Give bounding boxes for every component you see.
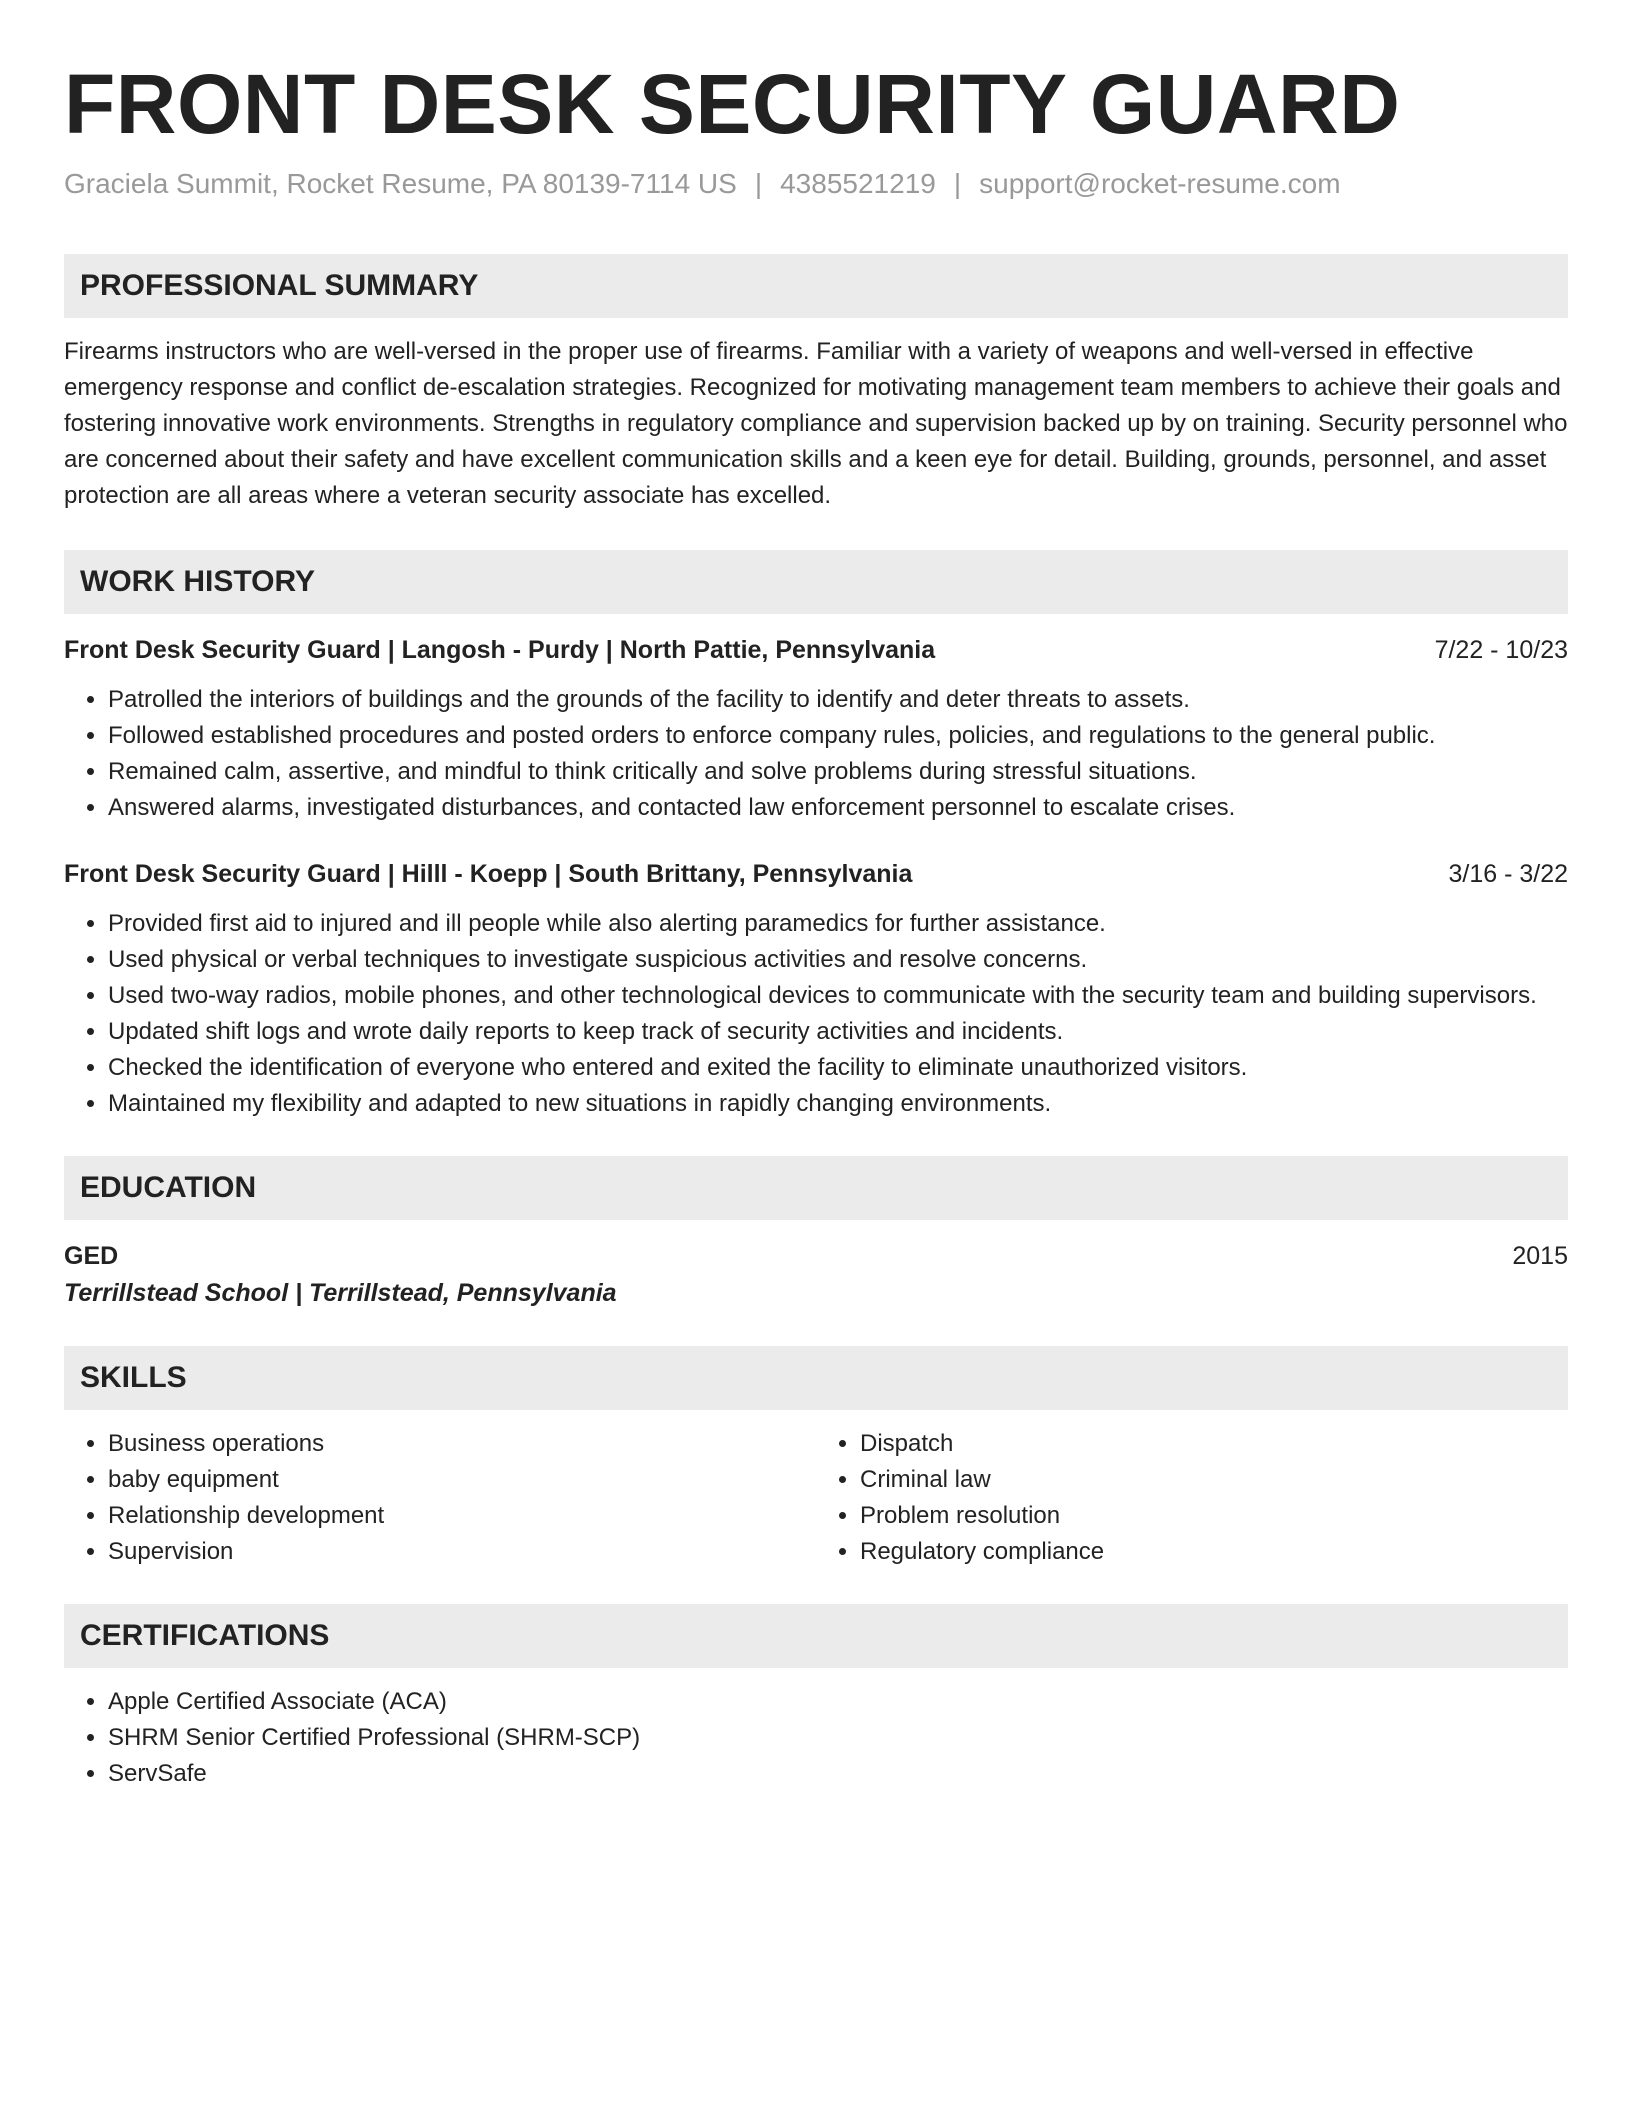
skill-item: • Criminal law (860, 1462, 1568, 1498)
skill-item: • Relationship development (108, 1498, 816, 1534)
contact-separator: | (754, 168, 763, 199)
skills-column-left (64, 1426, 816, 1570)
job-header (64, 632, 1568, 668)
work-history-heading: WORK HISTORY (64, 550, 1568, 614)
certifications-list (64, 1684, 1568, 1792)
skill-item: • Regulatory compliance (860, 1534, 1568, 1570)
resume-title: FRONT DESK SECURITY GUARD (64, 57, 1401, 151)
education-year: 2015 (1512, 1242, 1568, 1270)
contact-phone: 4385521219 (780, 168, 936, 199)
contact-address: Graciela Summit, Rocket Resume, PA 80139-7114 US (64, 168, 737, 199)
skill-item: • baby equipment (108, 1462, 816, 1498)
skills-list (64, 1426, 816, 1570)
skills-grid (64, 1426, 1568, 1570)
job-title: Front Desk Security Guard | Hilll - Koepp | South Brittany, Pennsylvania (64, 860, 913, 888)
education-entry (64, 1238, 1568, 1274)
skills-heading: SKILLS (64, 1346, 1568, 1410)
certification-item: • Apple Certified Associate (ACA) (108, 1684, 1568, 1720)
skills-list (816, 1426, 1568, 1570)
job-duty: • Used two-way radios, mobile phones, and other technological devices to communicate with the security team and building supervisors. (108, 978, 1568, 1014)
certifications-section (64, 1684, 1568, 1792)
skill-item: • Business operations (108, 1426, 816, 1462)
summary-heading: PROFESSIONAL SUMMARY (64, 254, 1568, 318)
certification-item: • SHRM Senior Certified Professional (SHRM-SCP) (108, 1720, 1568, 1756)
skill-item: • Supervision (108, 1534, 816, 1570)
job-duty: • Used physical or verbal techniques to investigate suspicious activities and resolve concerns. (108, 942, 1568, 978)
skills-column-right (816, 1426, 1568, 1570)
job-duty: • Checked the identification of everyone who entered and exited the facility to eliminate unauthorized visitors. (108, 1050, 1568, 1086)
job-duties-list (64, 682, 1568, 826)
summary-text: Firearms instructors who are well-versed in the proper use of firearms. Familiar with a variety of weapons and well-versed in effective emergency response and conflict de-escalation strategies. Recognized for motivating management team members to achieve their goals and fostering innovative work environments. Strengths in regulatory compliance and supervision backed up by on training. Security personnel who are concerned about their safety and have excellent communication skills and a keen eye for detail. Building, grounds, personnel, and asset protection are all areas where a veteran security associate has excelled. (64, 338, 1568, 509)
job-duty: • Patrolled the interiors of buildings and the grounds of the facility to identify and deter threats to assets. (108, 682, 1568, 718)
job-dates: 7/22 - 10/23 (1434, 636, 1568, 664)
skill-item: • Problem resolution (860, 1498, 1568, 1534)
job-title: Front Desk Security Guard | Langosh - Purdy | North Pattie, Pennsylvania (64, 636, 936, 664)
job-duties-list (64, 906, 1568, 1122)
contact-line (64, 166, 1568, 202)
contact-separator: | (953, 168, 962, 199)
job-duty: • Provided first aid to injured and ill people while also alerting paramedics for further assistance. (108, 906, 1568, 942)
job-dates: 3/16 - 3/22 (1448, 860, 1568, 888)
job-duty: • Updated shift logs and wrote daily reports to keep track of security activities and incidents. (108, 1014, 1568, 1050)
certifications-heading: CERTIFICATIONS (64, 1604, 1568, 1668)
education-degree: GED (64, 1242, 119, 1270)
education-heading: EDUCATION (64, 1156, 1568, 1220)
education-school: Terrillstead School | Terrillstead, Pennsylvania (64, 1279, 617, 1307)
job-header (64, 856, 1568, 892)
job-duty: • Maintained my flexibility and adapted to new situations in rapidly changing environments. (108, 1086, 1568, 1122)
job-entry (64, 856, 1568, 1122)
job-entry (64, 632, 1568, 826)
contact-email: support@rocket-resume.com (979, 168, 1341, 199)
job-duty: • Remained calm, assertive, and mindful to think critically and solve problems during stressful situations. (108, 754, 1568, 790)
job-duty: • Followed established procedures and posted orders to enforce company rules, policies, and regulations to the general public. (108, 718, 1568, 754)
job-duty: • Answered alarms, investigated disturbances, and contacted law enforcement personnel to escalate crises. (108, 790, 1568, 826)
certification-item: • ServSafe (108, 1756, 1568, 1792)
skill-item: • Dispatch (860, 1426, 1568, 1462)
